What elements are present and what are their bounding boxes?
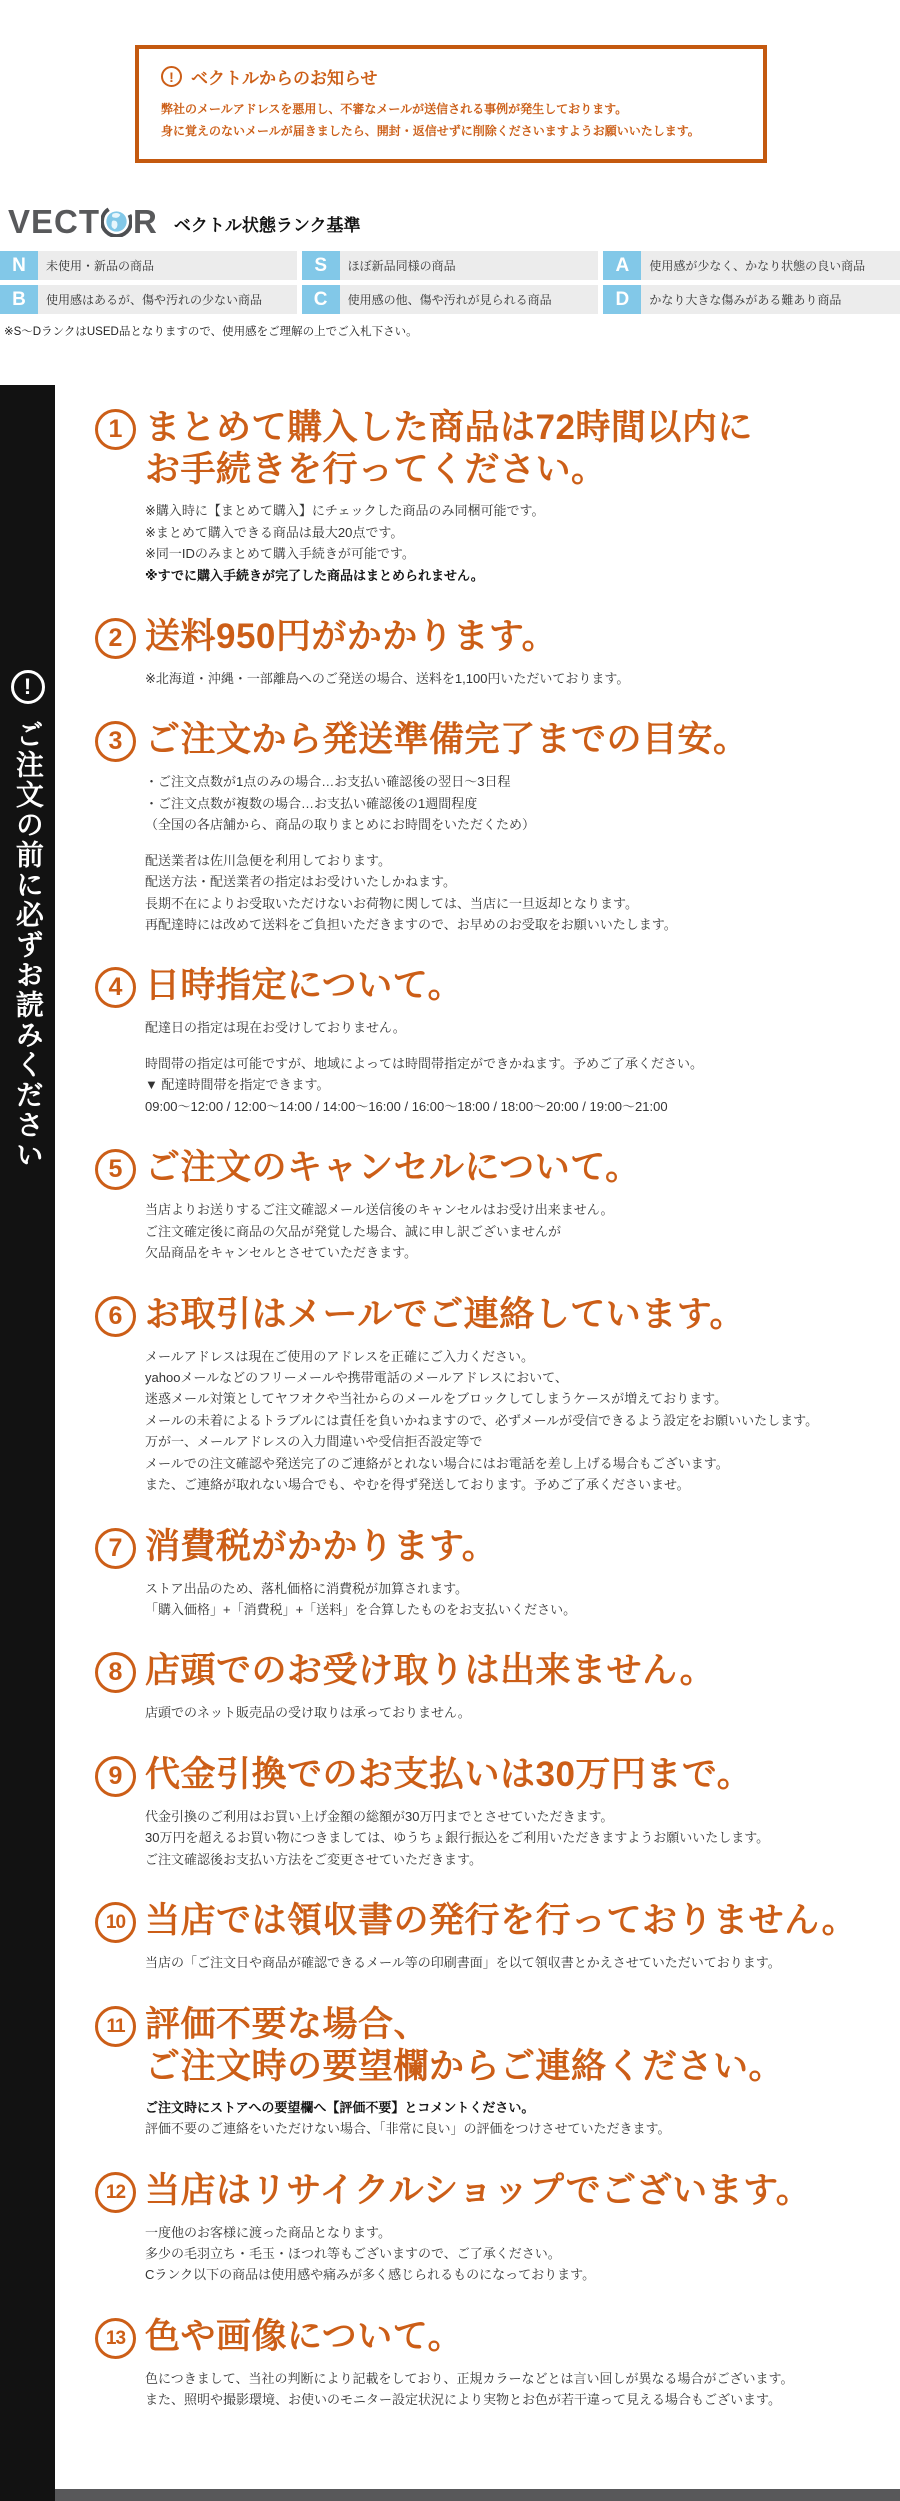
item-body-line: Cランク以下の商品は使用感や痛みが多く感じられるものになっております。 (145, 2267, 596, 2283)
vector-logo (8, 203, 158, 241)
item-heading (95, 965, 892, 1008)
item-body-line: 代金引換のご利用はお買い上げ金額の総額が30万円までとさせていただきます。 (145, 1808, 614, 1824)
item-body (145, 1702, 892, 1723)
item-number: 1 (95, 409, 136, 450)
rank-label: 未使用・新品の商品 (38, 251, 297, 280)
item-body-line: 迷惑メール対策としてヤフオクや当社からのメールをブロックしてしまうケースが増えております。 (145, 1391, 728, 1407)
item-title-line: 店頭でのお受け取りは出来ません。 (145, 1651, 716, 1691)
notice-items (55, 385, 900, 2501)
item-body-line: メールでの注文確認や発送完了のご連絡がとれない場合にはお電話を差し上げる場合もございます。 (145, 1455, 729, 1471)
item-body-line: ※同一IDのみまとめて購入手続きが可能です。 (145, 546, 415, 562)
item-body (145, 1806, 892, 1870)
item-heading (95, 2004, 892, 2088)
item-title (145, 616, 557, 658)
item-body-line: 欠品商品をキャンセルとさせていただきます。 (145, 1245, 417, 1261)
item-heading (95, 719, 892, 762)
rank-row-A (603, 251, 900, 280)
rank-label: かなり大きな傷みがある難あり商品 (641, 285, 900, 314)
notice-item-8 (95, 1650, 892, 1723)
item-title-line: 日時指定について。 (145, 966, 464, 1006)
item-body-line: 再配達時には改めて送料をご負担いただきますので、お早めのお受取をお願いいたします。 (145, 917, 677, 932)
item-body-line: （全国の各店舗から、商品の取りまとめにお時間をいただくため） (145, 817, 536, 833)
item-body-line: ご注文確認後お支払い方法をご変更させていただきます。 (145, 1851, 482, 1867)
item-number: 8 (95, 1652, 136, 1693)
item-body-line (145, 836, 892, 850)
item-body-line: メールアドレスは現在ご使用のアドレスを正確にご入力ください。 (145, 1348, 534, 1364)
item-body-line: ▼ 配達時間帯を指定できます。 (145, 1077, 330, 1093)
item-body-line: また、ご連絡が取れない場合でも、やむを得ず発送しております。予めご了承くださいませ。 (145, 1477, 690, 1493)
item-title (145, 407, 753, 491)
item-body-line: 当店の「ご注文日や商品が確認できるメール等の印刷書面」を以て領収書とかえさせていただいております。 (145, 1955, 781, 1971)
item-heading (95, 1526, 892, 1569)
logo-row (8, 203, 900, 241)
rank-row-B (0, 285, 297, 314)
notice-item-7 (95, 1526, 892, 1621)
item-title (145, 2170, 811, 2212)
notice-title-row (161, 64, 741, 89)
rank-row-S (302, 251, 599, 280)
rank-label: 使用感の他、傷や汚れが見られる商品 (340, 285, 599, 314)
item-title-line: 消費税がかかります。 (145, 1526, 498, 1566)
item-number: 2 (95, 618, 136, 659)
item-title (145, 1526, 497, 1568)
item-body-line: 時間帯の指定は可能ですが、地域によっては時間帯指定ができかねます。予めご了承ください。 (145, 1055, 703, 1071)
rank-row-N (0, 251, 297, 280)
item-body-line: 配達日の指定は現在お受けしておりません。 (145, 1020, 406, 1036)
rank-criteria-heading: ベクトル状態ランク基準 (173, 216, 361, 236)
item-body-line: 配送方法・配送業者の指定はお受けいたしかねます。 (145, 874, 456, 890)
item-body (145, 2368, 892, 2411)
item-title-line: 当店はリサイクルショップでございます。 (145, 2170, 812, 2210)
item-body-line: ・ご注文点数が複数の場合…お支払い確認後の1週間程度 (145, 795, 478, 811)
notice-item-3 (95, 719, 892, 935)
notice-item-2 (95, 616, 892, 689)
item-body (145, 1199, 892, 1263)
item-title-line: ご注文のキャンセルについて。 (145, 1148, 641, 1188)
rank-label: 使用感はあるが、傷や汚れの少ない商品 (38, 285, 297, 314)
item-body-line: ※まとめて購入できる商品は最大20点です。 (145, 524, 404, 540)
rank-grid (0, 251, 900, 314)
rank-badge-D: D (603, 285, 641, 314)
item-number: 6 (95, 1296, 136, 1337)
notice-line: 身に覚えのないメールが届きましたら、開封・返信せずに削除くださいますようお願いいたします。 (161, 123, 700, 138)
item-title (145, 719, 749, 761)
item-number: 7 (95, 1528, 136, 1569)
globe-icon (101, 206, 132, 237)
read-before-order-sidebar (0, 385, 55, 2501)
item-body (145, 2097, 892, 2140)
rank-badge-B: B (0, 285, 38, 314)
item-body-line: ※すでに購入手続きが完了した商品はまとめられません。 (145, 567, 484, 583)
notice-body (161, 99, 741, 142)
please-read-section (0, 385, 900, 2501)
item-title-line: 当店では領収書の発行を行っておりません。 (145, 1901, 858, 1941)
item-body-line: 「購入価格」+「消費税」+「送料」を合算したものをお支払いください。 (145, 1602, 577, 1617)
item-body-line: 一度他のお客様に渡った商品となります。 (145, 2224, 391, 2240)
item-body-line: 評価不要のご連絡をいただけない場合、「非常に良い」の評価をつけさせていただきます。 (145, 2121, 671, 2137)
item-body-line: 色につきまして、当社の判断により記載をしており、正規カラーなどとは言い回しが異なる場合がございます。 (145, 2370, 794, 2386)
item-heading (95, 2316, 892, 2359)
item-body-line: メールの未着によるトラブルには責任を負いかねますので、必ずメールが受信できるよう設定をお願いいたします。 (145, 1412, 819, 1428)
item-body-line: 30万円を超えるお買い物につきましては、ゆうちょ銀行振込をご利用いただきますようお願いいたします。 (145, 1830, 770, 1846)
rank-badge-S: S (302, 251, 340, 280)
item-body-line: ストア出品のため、落札価格に消費税が加算されます。 (145, 1580, 469, 1596)
item-heading (95, 1754, 892, 1797)
item-body-line: ご注文時にストアへの要望欄へ【評価不要】とコメントください。 (145, 2099, 535, 2115)
item-title-line: 送料950円がかかります。 (145, 616, 558, 656)
notice-item-13 (95, 2316, 892, 2411)
notice-item-6 (95, 1294, 892, 1496)
item-title-line: 代金引換でのお支払いは30万円まで。 (145, 1754, 753, 1794)
alert-icon: ! (11, 670, 45, 704)
item-number: 12 (95, 2172, 136, 2213)
item-body-line: 万が一、メールアドレスの入力間違いや受信拒否設定等で (145, 1434, 483, 1450)
item-body-line: ※購入時に【まとめて購入】にチェックした商品のみ同梱可能です。 (145, 503, 545, 519)
vector-logo-text-left: VECT (8, 203, 101, 241)
item-number: 4 (95, 967, 136, 1008)
rank-row-D (603, 285, 900, 314)
item-heading (95, 1650, 892, 1693)
item-number: 9 (95, 1756, 136, 1797)
item-title-line: ご注文時の要望欄からご連絡ください。 (145, 2046, 785, 2086)
notice-line: 弊社のメールアドレスを悪用し、不審なメールが送信される事例が発生しております。 (161, 102, 628, 116)
item-title-line: 評価不要な場合、 (145, 2004, 430, 2044)
notice-item-4 (95, 965, 892, 1117)
vector-notice-box (135, 45, 767, 163)
notice-title: ベクトルからのお知らせ (191, 69, 378, 88)
notice-item-11 (95, 2004, 892, 2140)
alert-icon: ! (161, 66, 182, 87)
item-body (145, 500, 892, 586)
rank-note: ※S〜DランクはUSED品となりますので、使用感をご理解の上でご入札下さい。 (4, 326, 418, 339)
item-body (145, 771, 892, 935)
item-body-line: ・ご注文点数が1点のみの場合…お支払い確認後の翌日〜3日程 (145, 774, 511, 790)
item-number: 10 (95, 1902, 136, 1943)
item-body-line: 長期不在によりお受取いただけないお荷物に関しては、当店に一旦返却となります。 (145, 895, 638, 911)
item-title (145, 1650, 715, 1692)
rank-badge-N: N (0, 251, 38, 280)
item-body-line: 多少の毛羽立ち・毛玉・ほつれ等もございますので、ご了承ください。 (145, 2245, 561, 2261)
notice-item-1 (95, 407, 892, 586)
vector-logo-text-right: R (133, 203, 158, 241)
rank-badge-A: A (603, 251, 641, 280)
item-body (145, 1952, 892, 1973)
item-body-line: ご注文確定後に商品の欠品が発覚した場合、誠に申し訳ございませんが (145, 1223, 562, 1239)
item-number: 11 (95, 2006, 136, 2047)
item-title (145, 1147, 641, 1189)
item-title (145, 1294, 745, 1336)
item-body-line: また、照明や撮影環境、お使いのモニター設定状況により実物とお色が若干違って見える場合もございます。 (145, 2392, 781, 2408)
item-body-line (145, 1039, 892, 1053)
item-heading (95, 616, 892, 659)
notice-item-9 (95, 1754, 892, 1870)
rank-badge-C: C (302, 285, 340, 314)
item-body (145, 1017, 892, 1117)
item-title (145, 2004, 784, 2088)
item-number: 13 (95, 2318, 136, 2359)
rank-section (0, 205, 900, 339)
rank-label: 使用感が少なく、かなり状態の良い商品 (641, 251, 900, 280)
item-title (145, 1900, 857, 1942)
sidebar-vertical-label: ご注文の前に必ずお読みください (12, 720, 44, 1171)
notice-item-12 (95, 2170, 892, 2286)
item-title-line: 色や画像について。 (145, 2316, 464, 2356)
item-title-line: お取引はメールでご連絡しています。 (145, 1294, 746, 1334)
rank-row-C (302, 285, 599, 314)
bottom-divider-bar (55, 2489, 900, 2501)
notice-item-10 (95, 1900, 892, 1973)
item-body-line: ※北海道・沖縄・一部離島へのご発送の場合、送料を1,100円いただいております。 (145, 670, 630, 686)
item-heading (95, 1147, 892, 1190)
item-title-line: ご注文から発送準備完了までの目安。 (145, 720, 749, 760)
rank-label: ほぼ新品同様の商品 (340, 251, 599, 280)
item-title-line: まとめて購入した商品は72時間以内に (145, 408, 753, 448)
item-title (145, 1754, 752, 1796)
item-body (145, 1346, 892, 1496)
item-heading (95, 1900, 892, 1943)
item-body-line: 09:00〜12:00 / 12:00〜14:00 / 14:00〜16:00 / 16:00〜18:00 / 18:00〜20:00 / 19:00〜21:00 (145, 1098, 668, 1114)
item-number: 5 (95, 1149, 136, 1190)
item-body-line: 店頭でのネット販売品の受け取りは承っておりません。 (145, 1705, 471, 1721)
item-body-line: yahooメールなどのフリーメールや携帯電話のメールアドレスにおいて、 (145, 1369, 568, 1385)
item-title (145, 2316, 463, 2358)
item-title (145, 965, 463, 1007)
item-heading (95, 407, 892, 491)
item-body (145, 668, 892, 689)
item-number: 3 (95, 721, 136, 762)
item-body (145, 2222, 892, 2286)
item-title-line: お手続きを行ってください。 (145, 450, 607, 490)
item-body (145, 1578, 892, 1621)
item-heading (95, 1294, 892, 1337)
page (0, 45, 900, 2501)
item-body-line: 当店よりお送りするご注文確認メール送信後のキャンセルはお受け出来ません。 (145, 1202, 614, 1218)
item-heading (95, 2170, 892, 2213)
item-body-line: 配送業者は佐川急便を利用しております。 (145, 852, 391, 868)
notice-item-5 (95, 1147, 892, 1263)
